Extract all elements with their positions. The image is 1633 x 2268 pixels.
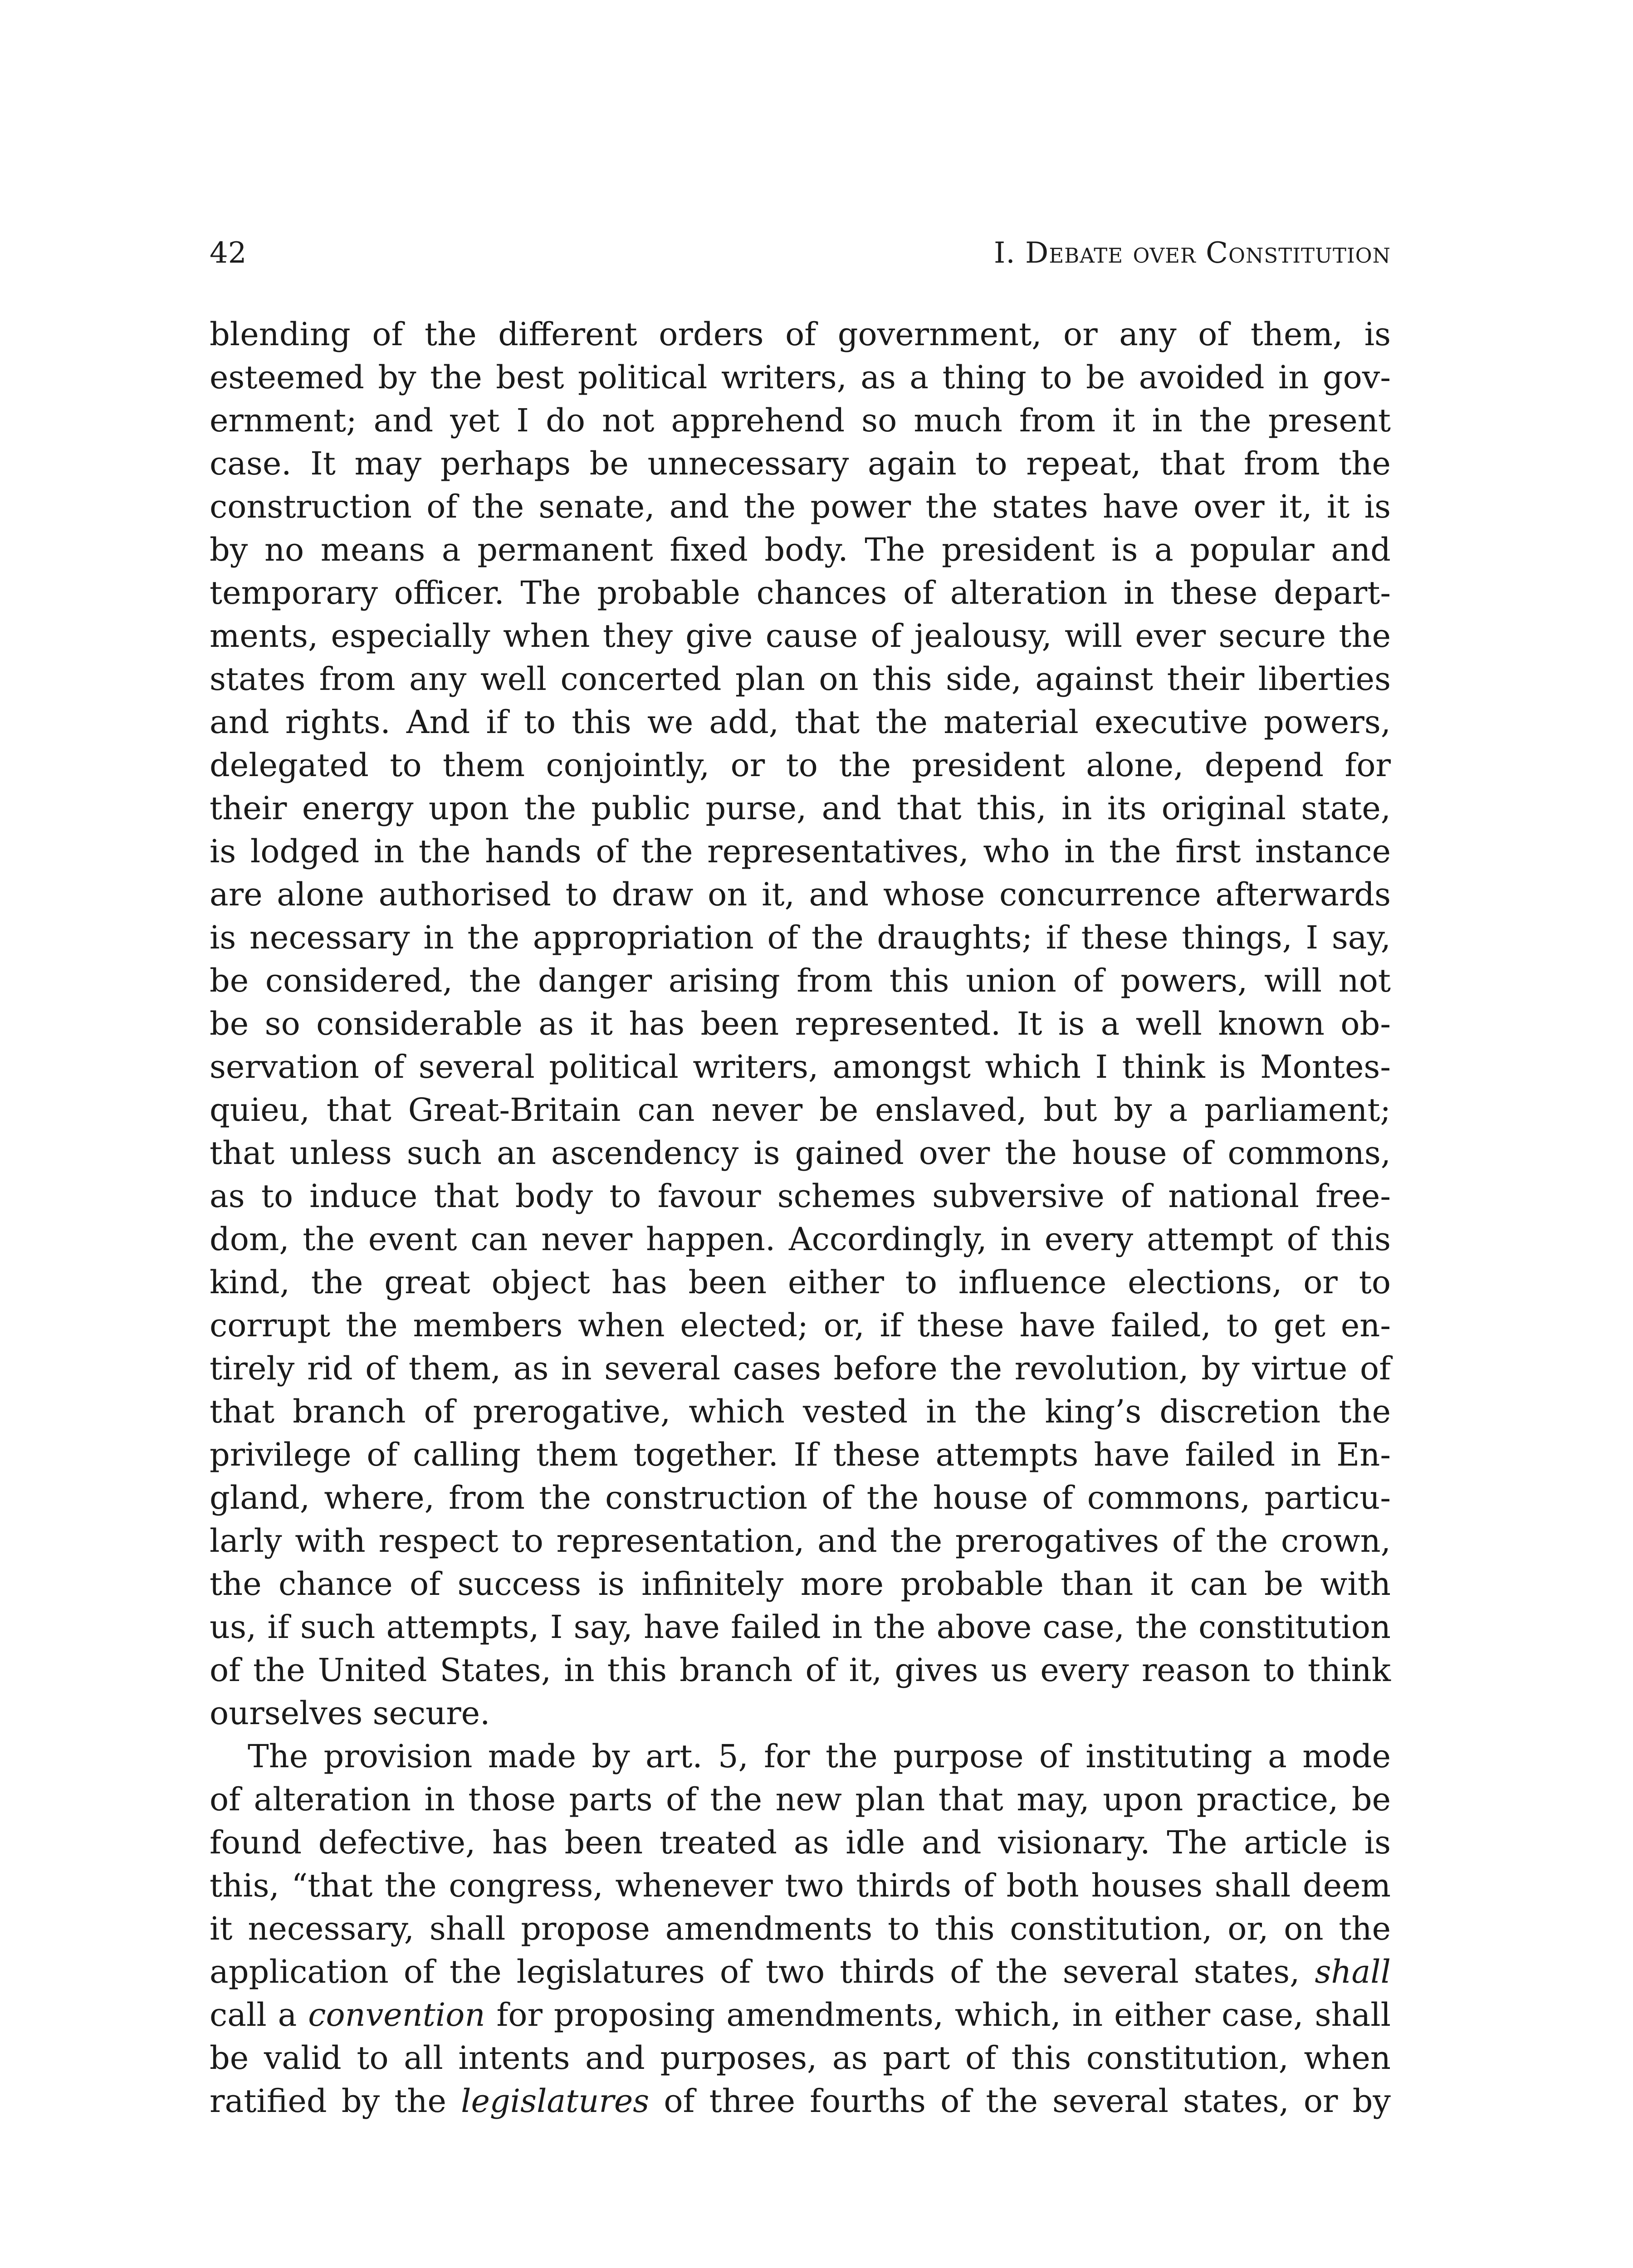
chapter-title: I. Debate over Constitution xyxy=(994,236,1391,270)
text-line: temporary officer. The probable chances of alteration in these depart- xyxy=(210,574,1391,611)
text-line: delegated to them conjointly, or to the president alone, depend for xyxy=(210,747,1391,784)
text-run: ratified by the xyxy=(210,2082,446,2120)
text-line: quieu, that Great-Britain can never be enslaved, but by a parliament; xyxy=(210,1091,1391,1129)
text-line: The provision made by art. 5, for the purpose of instituting a mode xyxy=(248,1738,1391,1775)
text-line: dom, the event can never happen. Accordingly, in every attempt of this xyxy=(210,1221,1391,1258)
text-line xyxy=(210,1950,1391,1994)
text-line: be considered, the danger arising from this union of powers, will not xyxy=(210,962,1391,999)
text-line: this, “that the congress, whenever two thirds of both houses shall deem xyxy=(210,1867,1391,1904)
text-line: construction of the senate, and the power the states have over it, it is xyxy=(210,488,1391,525)
text-line: found defective, has been treated as idle and visionary. The article is xyxy=(210,1824,1391,1861)
text-line: blending of the different orders of government, or any of them, is xyxy=(210,316,1391,353)
text-line: kind, the great object has been either to influence elections, or to xyxy=(210,1264,1391,1301)
text-line: privilege of calling them together. If these attempts have failed in En- xyxy=(210,1436,1391,1473)
text-line xyxy=(210,2080,1391,2123)
italic-run: convention xyxy=(308,1996,485,2033)
text-line: as to induce that body to favour schemes subversive of national free- xyxy=(210,1178,1391,1215)
text-line: of the United States, in this branch of it, gives us every reason to think xyxy=(210,1652,1391,1689)
text-line: case. It may perhaps be unnecessary again to repeat, that from the xyxy=(210,445,1391,482)
text-run: for proposing amendments, which, in either case, shall xyxy=(496,1996,1391,2033)
text-line: the chance of success is infinitely more probable than it can be with xyxy=(210,1565,1391,1603)
text-line xyxy=(210,1994,1391,2037)
text-line: by no means a permanent fixed body. The president is a popular and xyxy=(210,531,1391,568)
body-text xyxy=(210,313,1391,2123)
text-line: servation of several political writers, amongst which I think is Montes- xyxy=(210,1048,1391,1085)
text-line: us, if such attempts, I say, have failed in the above case, the constitution xyxy=(210,1608,1391,1646)
text-line: and rights. And if to this we add, that the material executive powers, xyxy=(210,704,1391,741)
paragraph-1 xyxy=(210,313,1391,1735)
text-line: it necessary, shall propose amendments to this constitution, or, on the xyxy=(210,1910,1391,1947)
text-line: esteemed by the best political writers, as a thing to be avoided in gov- xyxy=(210,359,1391,396)
page-number: 42 xyxy=(210,236,247,270)
text-line: is lodged in the hands of the representatives, who in the first instance xyxy=(210,833,1391,870)
text-line: their energy upon the public purse, and that this, in its original state, xyxy=(210,790,1391,827)
text-line: tirely rid of them, as in several cases before the revolution, by virtue of xyxy=(210,1350,1391,1387)
italic-run: legislatures xyxy=(461,2082,650,2120)
text-line: of alteration in those parts of the new plan that may, upon practice, be xyxy=(210,1781,1391,1818)
text-line: are alone authorised to draw on it, and whose concurrence afterwards xyxy=(210,876,1391,913)
text-line: ourselves secure. xyxy=(210,1695,490,1732)
text-line: be valid to all intents and purposes, as part of this constitution, when xyxy=(210,2039,1391,2077)
text-line: corrupt the members when elected; or, if these have failed, to get en- xyxy=(210,1307,1391,1344)
text-run: call a xyxy=(210,1996,297,2033)
text-line: is necessary in the appropriation of the draughts; if these things, I say, xyxy=(210,919,1391,956)
paragraph-2 xyxy=(210,1735,1391,2123)
text-line: ments, especially when they give cause of jealousy, will ever secure the xyxy=(210,617,1391,655)
text-line: larly with respect to representation, and the prerogatives of the crown, xyxy=(210,1522,1391,1559)
text-line: gland, where, from the construction of the house of commons, particu- xyxy=(210,1479,1391,1516)
text-run: of three fourths of the several states, or by xyxy=(664,2082,1391,2120)
text-line: ernment; and yet I do not apprehend so much from it in the present xyxy=(210,402,1391,439)
text-line: that unless such an ascendency is gained over the house of commons, xyxy=(210,1134,1391,1172)
text-line: states from any well concerted plan on this side, against their liberties xyxy=(210,660,1391,698)
text-line: be so considerable as it has been represented. It is a well known ob- xyxy=(210,1005,1391,1042)
text-run: application of the legislatures of two thirds of the several states, xyxy=(210,1953,1300,1990)
italic-run: shall xyxy=(1315,1953,1391,1990)
running-header xyxy=(210,230,1391,280)
text-line: that branch of prerogative, which vested in the king’s discretion the xyxy=(210,1393,1391,1430)
